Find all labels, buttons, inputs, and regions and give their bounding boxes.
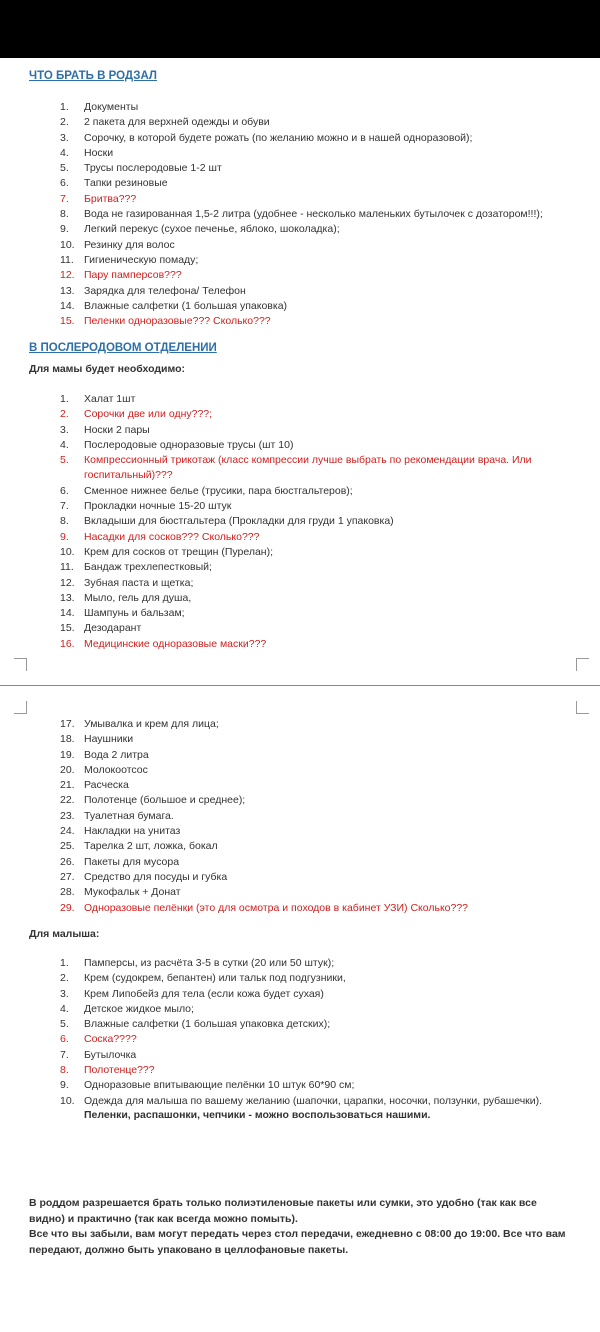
list-item-number: 27. — [60, 870, 75, 883]
list-item — [0, 1032, 575, 1047]
list-item-text: Сорочку, в которой будете рожать (по желанию можно и в нашей одноразовой); — [84, 131, 473, 144]
list-item-text: Халат 1шт — [84, 393, 136, 405]
page-corner-mark — [576, 658, 589, 671]
list-item — [0, 870, 575, 885]
list-item-text: Одноразовые пелёнки (это для осмотра и походов в кабинет УЗИ) Сколько??? — [84, 901, 469, 914]
list-item-text: Пакеты для мусора — [84, 855, 180, 868]
list-item — [0, 1002, 575, 1017]
list-item-text: Гигиеническую помаду; — [84, 253, 199, 266]
list-item — [0, 146, 575, 161]
list-item-number: 3. — [60, 987, 69, 1000]
list-item-number: 8. — [60, 208, 69, 221]
list-item — [0, 1048, 575, 1063]
list-item — [0, 100, 575, 115]
list-item-number: 13. — [60, 591, 75, 604]
list-item-number: 11. — [60, 561, 74, 574]
list-item-text: Мукофальк + Донат — [84, 886, 181, 899]
list-item-text: Расческа — [84, 779, 129, 792]
list-item — [0, 407, 575, 422]
list-item — [0, 606, 575, 621]
list-item-text: Вкладыши для бюстгальтера (Прокладки для груди 1 упаковка) — [84, 515, 394, 528]
list-item-number: 4. — [60, 146, 69, 159]
list-item — [0, 971, 575, 986]
list-item-number: 8. — [60, 1064, 69, 1077]
list-item-text: Резинку для волос — [84, 238, 175, 251]
list-item-text: Тарелка 2 шт, ложка, бокал — [84, 840, 218, 853]
list-item-text: Вода не газированная 1,5-2 литра (удобнее - несколько маленьких бутылочек с дозатором!!!); — [84, 208, 543, 221]
list-item — [0, 222, 575, 237]
list-item-text: Детское жидкое мыло; — [84, 1002, 194, 1015]
list-item-text: Туалетная бумага. — [84, 809, 174, 822]
list-item — [0, 809, 575, 824]
list-item — [0, 839, 575, 854]
status-bar — [0, 0, 600, 58]
list-item-number: 10. — [60, 238, 75, 251]
list-item-text: Шампунь и бальзам; — [84, 607, 185, 620]
list-item — [0, 560, 575, 575]
list-item-text: Зарядка для телефона/ Телефон — [84, 284, 246, 297]
list-item-number: 19. — [60, 748, 75, 761]
list-item-text: Памперсы, из расчёта 3-5 в сутки (20 или 50 штук); — [84, 957, 335, 969]
list-item-text: Послеродовые одноразовые трусы (шт 10) — [84, 438, 294, 451]
list-postpartum-mom — [0, 392, 575, 652]
list-item-text: Сорочки две или одну???; — [84, 408, 213, 421]
list-item-text: Пеленки одноразовые??? Сколько??? — [84, 315, 271, 328]
list-item-number: 9. — [60, 530, 69, 543]
list-item-number: 9. — [60, 1079, 69, 1092]
list-item-number: 24. — [60, 825, 75, 838]
list-item-number: 1. — [60, 101, 69, 113]
list-postpartum-mom-continued — [0, 717, 575, 916]
list-item-number: 7. — [60, 1048, 69, 1061]
list-item — [0, 514, 575, 529]
list-item-number: 26. — [60, 855, 75, 868]
list-item-text: Дезодарант — [84, 622, 142, 635]
list-item-number: 16. — [60, 637, 75, 650]
baby-needs-label: Для малыша: — [29, 928, 100, 940]
list-item-number: 7. — [60, 500, 69, 513]
document-page-1 — [0, 58, 600, 685]
list-item-number: 18. — [60, 733, 75, 746]
list-item-text: Полотенце??? — [84, 1064, 155, 1077]
list-item-text: Медицинские одноразовые маски??? — [84, 637, 267, 650]
list-item-number: 6. — [60, 484, 69, 497]
list-item-text: Накладки на унитаз — [84, 825, 181, 838]
list-item-number: 4. — [60, 1002, 69, 1015]
list-item — [0, 885, 575, 900]
list-item-text: Мыло, гель для душа, — [84, 591, 192, 604]
list-item-number: 1. — [60, 393, 69, 405]
list-item-number: 14. — [60, 607, 75, 620]
list-item-number: 2. — [60, 116, 69, 129]
mom-needs-label: Для мамы будет необходимо: — [29, 363, 185, 375]
list-item — [0, 131, 575, 146]
list-item — [0, 453, 575, 484]
list-item-text: Крем (судокрем, бепантен) или тальк под подгузники, — [84, 972, 346, 985]
list-item — [0, 299, 575, 314]
list-item-text: Одноразовые впитывающие пелёнки 10 штук 60*90 см; — [84, 1079, 355, 1092]
list-item — [0, 314, 575, 329]
list-item-text: Вода 2 литра — [84, 748, 149, 761]
list-item-text: Соска???? — [84, 1033, 137, 1046]
list-item-text: Бритва??? — [84, 192, 137, 205]
list-item-text: Носки 2 пары — [84, 423, 150, 436]
list-item — [0, 438, 575, 453]
baby-note: Пеленки, распашонки, чепчики - можно воспользоваться нашими. — [84, 1109, 431, 1121]
list-item-text: Влажные салфетки (1 большая упаковка) — [84, 299, 288, 312]
list-item-number: 3. — [60, 423, 69, 436]
list-item-text: Крем Липобейз для тела (если кожа будет сухая) — [84, 987, 324, 1000]
list-item — [0, 717, 575, 732]
list-item-text: Прокладки ночные 15-20 штук — [84, 500, 232, 513]
list-item-number: 23. — [60, 809, 75, 822]
list-item — [0, 499, 575, 514]
list-item-text: Документы — [84, 101, 139, 113]
section-heading-birth-room: ЧТО БРАТЬ В РОДЗАЛ — [29, 70, 157, 82]
list-item-number: 5. — [60, 162, 69, 175]
list-item — [0, 392, 575, 407]
list-item — [0, 484, 575, 499]
list-item — [0, 238, 575, 253]
page-corner-mark — [576, 701, 589, 714]
list-item-number: 6. — [60, 1033, 69, 1046]
list-item-number: 6. — [60, 177, 69, 190]
list-item-text: Одежда для малыша по вашему желанию (шапочки, царапки, носочки, ползунки, рубашечки). — [84, 1094, 543, 1107]
list-item-number: 28. — [60, 886, 75, 899]
list-item — [0, 637, 575, 652]
list-item-text: Бутылочка — [84, 1048, 137, 1061]
list-item-number: 11. — [60, 253, 74, 266]
list-item-text: Наушники — [84, 733, 134, 746]
list-item — [0, 530, 575, 545]
list-item-number: 17. — [60, 718, 75, 730]
list-item — [0, 1063, 575, 1078]
list-item-number: 5. — [60, 454, 69, 467]
list-item — [0, 253, 575, 268]
list-item-text: Влажные салфетки (1 большая упаковка детских); — [84, 1018, 331, 1031]
list-item-number: 22. — [60, 794, 75, 807]
list-item — [0, 793, 575, 808]
list-item-number: 12. — [60, 576, 75, 589]
list-item — [0, 576, 575, 591]
list-baby — [0, 956, 575, 1109]
list-item-number: 4. — [60, 438, 69, 451]
list-item-text: Пару памперсов??? — [84, 269, 182, 282]
page-corner-mark — [14, 701, 27, 714]
list-item — [0, 778, 575, 793]
list-item-text: Молокоотсос — [84, 763, 148, 776]
list-item-text: Носки — [84, 146, 114, 159]
list-item — [0, 824, 575, 839]
list-item-text: Легкий перекус (сухое печенье, яблоко, шоколадка); — [84, 223, 340, 236]
list-item — [0, 268, 575, 283]
list-item — [0, 545, 575, 560]
page-corner-mark — [14, 658, 27, 671]
list-item — [0, 621, 575, 636]
list-item — [0, 1094, 575, 1109]
list-item-number: 29. — [60, 901, 75, 914]
list-item-text: Трусы послеродовые 1-2 шт — [84, 162, 222, 175]
list-item — [0, 192, 575, 207]
list-item-text: Насадки для сосков??? Сколько??? — [84, 530, 260, 543]
list-item — [0, 161, 575, 176]
list-item-number: 7. — [60, 192, 69, 205]
list-item-text: Тапки резиновые — [84, 177, 168, 190]
list-item-number: 10. — [60, 1094, 75, 1107]
page-separator — [0, 685, 600, 686]
list-item — [0, 1017, 575, 1032]
list-item-number: 8. — [60, 515, 69, 528]
list-item-number: 15. — [60, 622, 75, 635]
list-item-number: 5. — [60, 1018, 69, 1031]
list-item-number: 9. — [60, 223, 69, 236]
section-heading-postpartum: В ПОСЛЕРОДОВОМ ОТДЕЛЕНИИ — [29, 342, 217, 354]
list-item — [0, 956, 575, 971]
list-item-text: Полотенце (большое и среднее); — [84, 794, 246, 807]
list-item-text: Умывалка и крем для лица; — [84, 718, 219, 730]
list-item — [0, 748, 575, 763]
list-item-text: Компрессионный трикотаж (класс компрессии лучше выбрать по рекомендации врача. Или госпитальный)??? — [84, 454, 532, 482]
list-item-number: 13. — [60, 284, 75, 297]
list-item — [0, 855, 575, 870]
list-item-number: 12. — [60, 269, 75, 282]
list-item-number: 15. — [60, 315, 75, 328]
list-item-number: 3. — [60, 131, 69, 144]
list-item-text: Средство для посуды и губка — [84, 870, 228, 883]
list-item — [0, 987, 575, 1002]
list-item-text: Крем для сосков от трещин (Пурелан); — [84, 545, 274, 558]
document-page-2 — [0, 687, 600, 1332]
list-item-number: 25. — [60, 840, 75, 853]
list-item — [0, 207, 575, 222]
list-item — [0, 176, 575, 191]
list-item-number: 2. — [60, 408, 69, 421]
list-item-number: 14. — [60, 299, 75, 312]
list-item — [0, 763, 575, 778]
list-item-number: 1. — [60, 957, 69, 969]
list-item — [0, 591, 575, 606]
list-item-number: 2. — [60, 972, 69, 985]
list-item — [0, 284, 575, 299]
list-item-number: 20. — [60, 763, 75, 776]
list-item-number: 21. — [60, 779, 75, 792]
list-item-text: 2 пакета для верхней одежды и обуви — [84, 116, 270, 129]
list-item-number: 10. — [60, 545, 75, 558]
list-item-text: Бандаж трехлепестковый; — [84, 561, 212, 574]
list-item — [0, 901, 575, 916]
list-item — [0, 423, 575, 438]
list-birth-room — [0, 100, 575, 329]
footer-text-1: В роддом разрешается брать только полиэтиленовые пакеты или сумки, это удобно (так как все видно) и практично (так как всегда можно помыть). — [29, 1197, 537, 1225]
list-item — [0, 115, 575, 130]
list-item-text: Зубная паста и щетка; — [84, 576, 194, 589]
list-item — [0, 1078, 575, 1093]
footer-text-2: Все что вы забыли, вам могут передать через стол передачи, ежедневно с 08:00 до 19:00. Все что вам передают, должно быть упаковано в целлофановые пакеты. — [29, 1228, 566, 1256]
list-item-text: Сменное нижнее белье (трусики, пара бюстгальтеров); — [84, 484, 353, 497]
list-item — [0, 732, 575, 747]
